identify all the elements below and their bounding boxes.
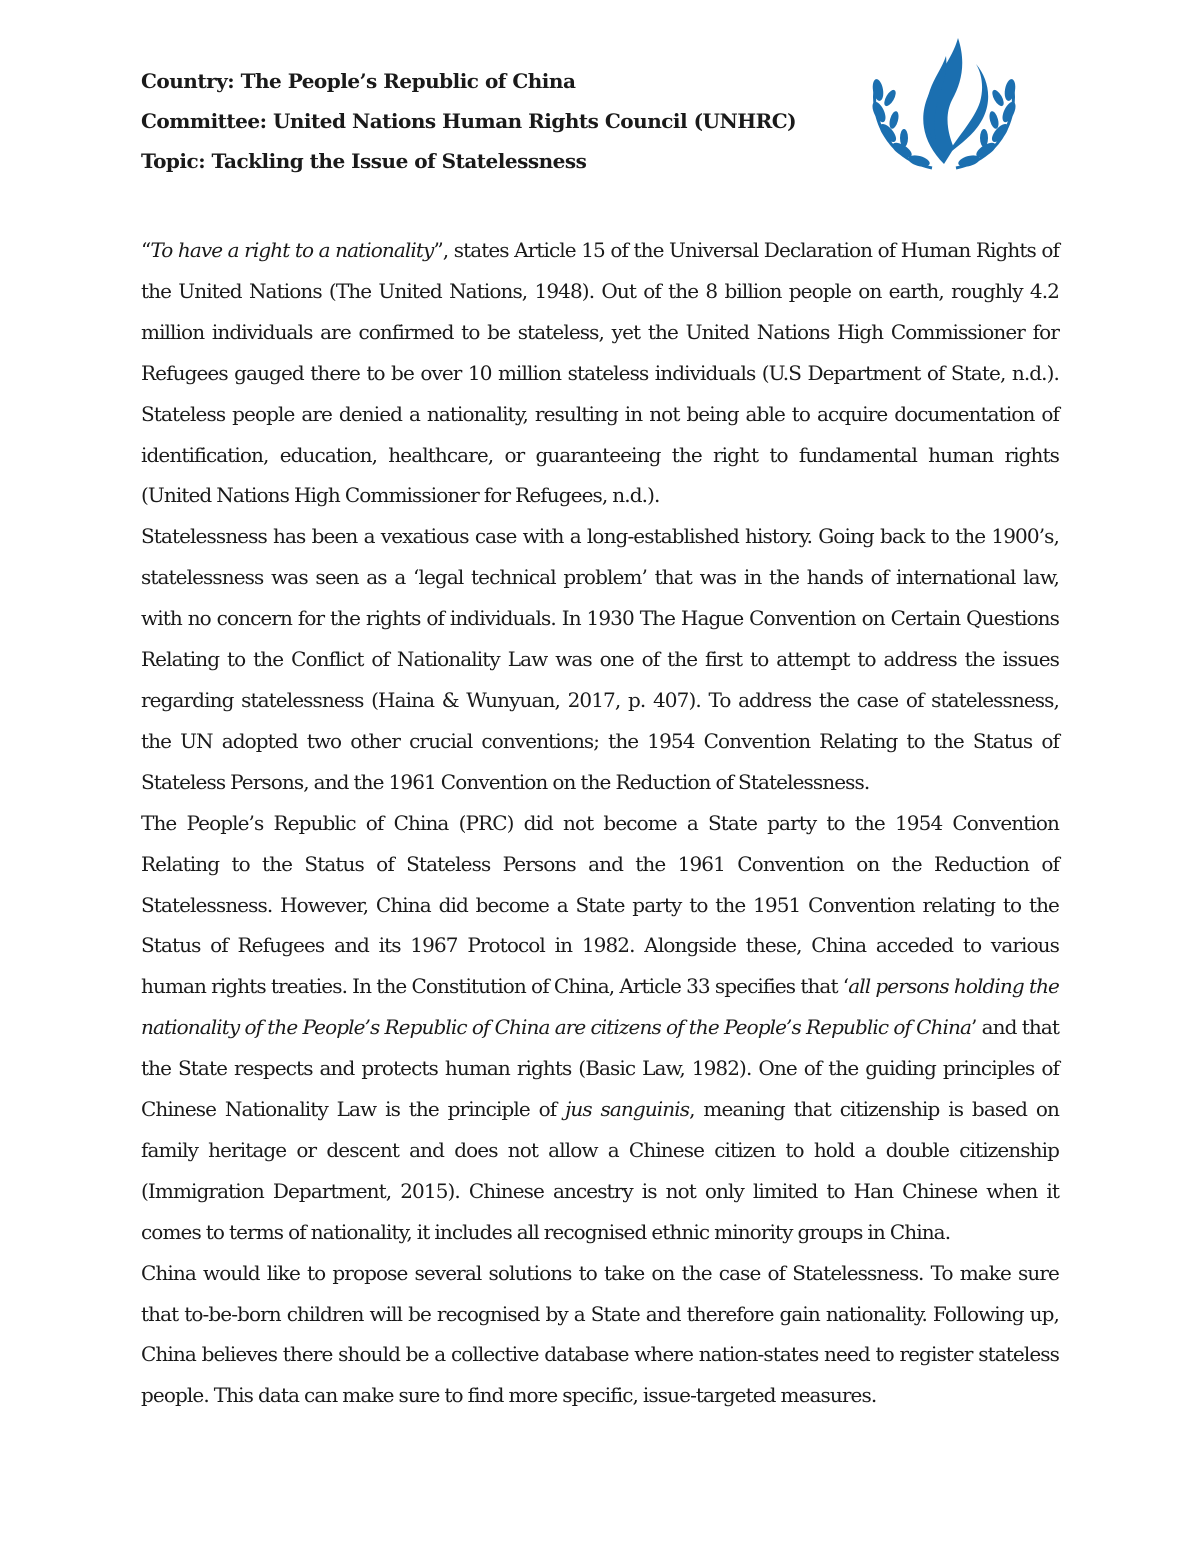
paragraph-china-text-3: , meaning that citizenship is based on family heritage or descent and does not allow a Chinese citizen to hold a double citizenship (Immigration Department, 2015). Chinese ancestry is not only limited to Han Chinese when it comes to terms of nationality, it includes all recognised ethnic minority groups in China. bbox=[141, 1097, 1059, 1244]
position-paper-header bbox=[141, 70, 841, 190]
document-body bbox=[141, 230, 1059, 1416]
paragraph-china-position bbox=[141, 803, 1059, 1253]
paragraph-intro bbox=[141, 230, 1059, 516]
paragraph-solutions: China would like to propose several solutions to take on the case of Statelessness. To make sure that to-be-born children will be recognised by a State and therefore gain nationality. Following up, China believes there should be a collective database where nation-states need to register stateless people. This data can make sure to find more specific, issue-targeted measures. bbox=[141, 1260, 1059, 1408]
constitution-quote: all persons holding the nationality of the People’s Republic of China are citizens of the People’s Republic of China bbox=[141, 974, 1059, 1040]
paragraph-china-text-2: ’ and that the State respects and protects human rights (Basic Law, 1982). One of the guiding principles of Chinese Nationality Law is the principle of bbox=[141, 1015, 1060, 1122]
paragraph-china-text-1: The People’s Republic of China (PRC) did not become a State party to the 1954 Convention Relating to the Status of Stateless Persons and the 1961 Convention on the Reduction of Statelessness. However, China did become a State party to the 1951 Convention relating to the Status of Refugees and its 1967 Protocol in 1982. Alongside these, China acceded to various human rights treaties. In the Constitution of China, Article 33 specifies that ‘ bbox=[141, 810, 1059, 999]
jus-sanguinis-term: jus sanguinis bbox=[565, 1097, 690, 1122]
topic-line: Topic: Tackling the Issue of Statelessness bbox=[141, 149, 587, 173]
open-quote-mark: “ bbox=[141, 238, 151, 262]
unhrc-logo-icon bbox=[862, 16, 1026, 178]
unhrc-emblem-svg bbox=[862, 16, 1026, 178]
udhr-quote: To have a right to a nationality bbox=[150, 238, 434, 262]
paragraph-history: Statelessness has been a vexatious case with a long-established history. Going back to the 1900’s, statelessness was seen as a ‘legal technical problem’ that was in the hands of international law, with no concern for the rights of individuals. In 1930 The Hague Convention on Certain Questions Relating to the Conflict of Nationality Law was one of the first to attempt to address the issues regarding statelessness (Haina & Wunyuan, 2017, p. 407). To address the case of statelessness, the UN adopted two other crucial conventions; the 1954 Convention Relating to the Status of Stateless Persons, and the 1961 Convention on the Reduction of Statelessness. bbox=[141, 524, 1059, 794]
paragraph-intro-text: ”, states Article 15 of the Universal Declaration of Human Rights of the United Nations (The United Nations, 1948). Out of the 8 billion people on earth, roughly 4.2 million individuals are confirmed to be stateless, yet the United Nations High Commissioner for Refugees gauged there to be over 10 million stateless individuals (U.S Department of State, n.d.). Stateless people are denied a nationality, resulting in not being able to acquire documentation of identification, education, healthcare, or guaranteeing the right to fundamental human rights (United Nations High Commissioner for Refugees, n.d.). bbox=[141, 238, 1059, 508]
country-line: Country: The People’s Republic of China bbox=[141, 69, 576, 93]
committee-line: Committee: United Nations Human Rights Council (UNHRC) bbox=[141, 109, 797, 133]
